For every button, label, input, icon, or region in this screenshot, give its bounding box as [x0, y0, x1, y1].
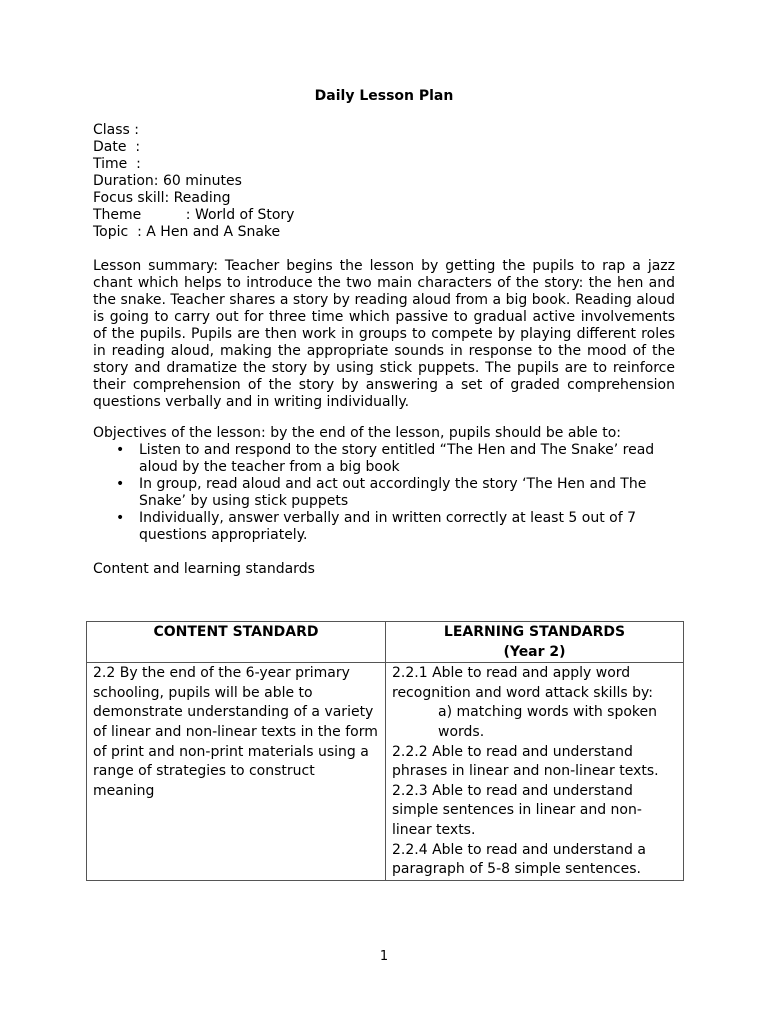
learning-2-2-2: 2.2.2 Able to read and understand phrases in linear and non-linear texts.	[392, 743, 659, 780]
objective-text: In group, read aloud and act out accordingly the story ‘The Hen and The Snake’ by using stick puppets	[139, 476, 647, 509]
page-number: 1	[379, 949, 389, 964]
learning-2-2-4: 2.2.4 Able to read and understand a paragraph of 5-8 simple sentences.	[392, 841, 646, 878]
bullet-icon: •	[116, 476, 125, 492]
objective-text: Listen to and respond to the story entitled “The Hen and The Snake’ read aloud by the teacher from a big book	[139, 442, 655, 475]
lesson-summary: Lesson summary: Teacher begins the lesson by getting the pupils to rap a jazz chant which helps to introduce the two main characters of the story: the hen and the snake. Teacher shares a story by reading aloud from a big book. Reading aloud is going to carry out for three time which passive to gradual active involvements of the pupils. Pupils are then work in groups to compete by playing different roles in reading aloud, making the appropriate sounds in response to the mood of the story and dramatize the story by using stick puppets. The pupils are to reinforce their comprehension of the story by answering a set of graded comprehension questions verbally and in writing individually.	[93, 258, 675, 410]
table-row	[87, 663, 684, 881]
info-topic: Topic : A Hen and A Snake	[93, 224, 281, 240]
lesson-info	[93, 122, 675, 241]
bullet-icon: •	[116, 442, 125, 458]
standards-heading: Content and learning standards	[93, 561, 315, 577]
document-page	[93, 88, 675, 578]
list-item	[116, 442, 675, 476]
learning-2-2-1-a: a) matching words with spoken words.	[438, 704, 658, 740]
info-time: Time :	[93, 156, 141, 172]
info-focus-skill: Focus skill: Reading	[93, 190, 231, 206]
table-header-row	[87, 622, 684, 663]
header-content-standard: CONTENT STANDARD	[87, 622, 386, 663]
list-item	[116, 476, 675, 510]
objective-text: Individually, answer verbally and in written correctly at least 5 out of 7 questions appropriately.	[139, 510, 636, 543]
learning-2-2-3: 2.2.3 Able to read and understand simple sentences in linear and non-linear texts.	[392, 782, 642, 838]
standards-table	[86, 621, 684, 881]
content-standard-cell: 2.2 By the end of the 6-year primary schooling, pupils will be able to demonstrate understanding of a variety of linear and non-linear texts in the form of print and non-print materials using a range of strategies to construct meaning	[87, 663, 386, 881]
info-theme: Theme : World of Story	[93, 207, 295, 223]
info-class: Class :	[93, 122, 139, 138]
info-duration: Duration: 60 minutes	[93, 173, 242, 189]
objectives-list	[93, 442, 675, 544]
header-learning-line-1: LEARNING STANDARDS	[443, 624, 626, 640]
learning-standard-cell	[386, 663, 684, 881]
objectives-intro: Objectives of the lesson: by the end of the lesson, pupils should be able to:	[93, 425, 622, 441]
bullet-icon: •	[116, 510, 125, 526]
learning-2-2-1: 2.2.1 Able to read and apply word recognition and word attack skills by:	[392, 665, 653, 701]
objectives-section	[93, 425, 675, 544]
page-title: Daily Lesson Plan	[314, 88, 454, 104]
list-item	[116, 510, 675, 544]
header-learning-standards	[386, 622, 684, 663]
info-date: Date :	[93, 139, 141, 155]
header-learning-line-2: (Year 2)	[503, 643, 566, 660]
